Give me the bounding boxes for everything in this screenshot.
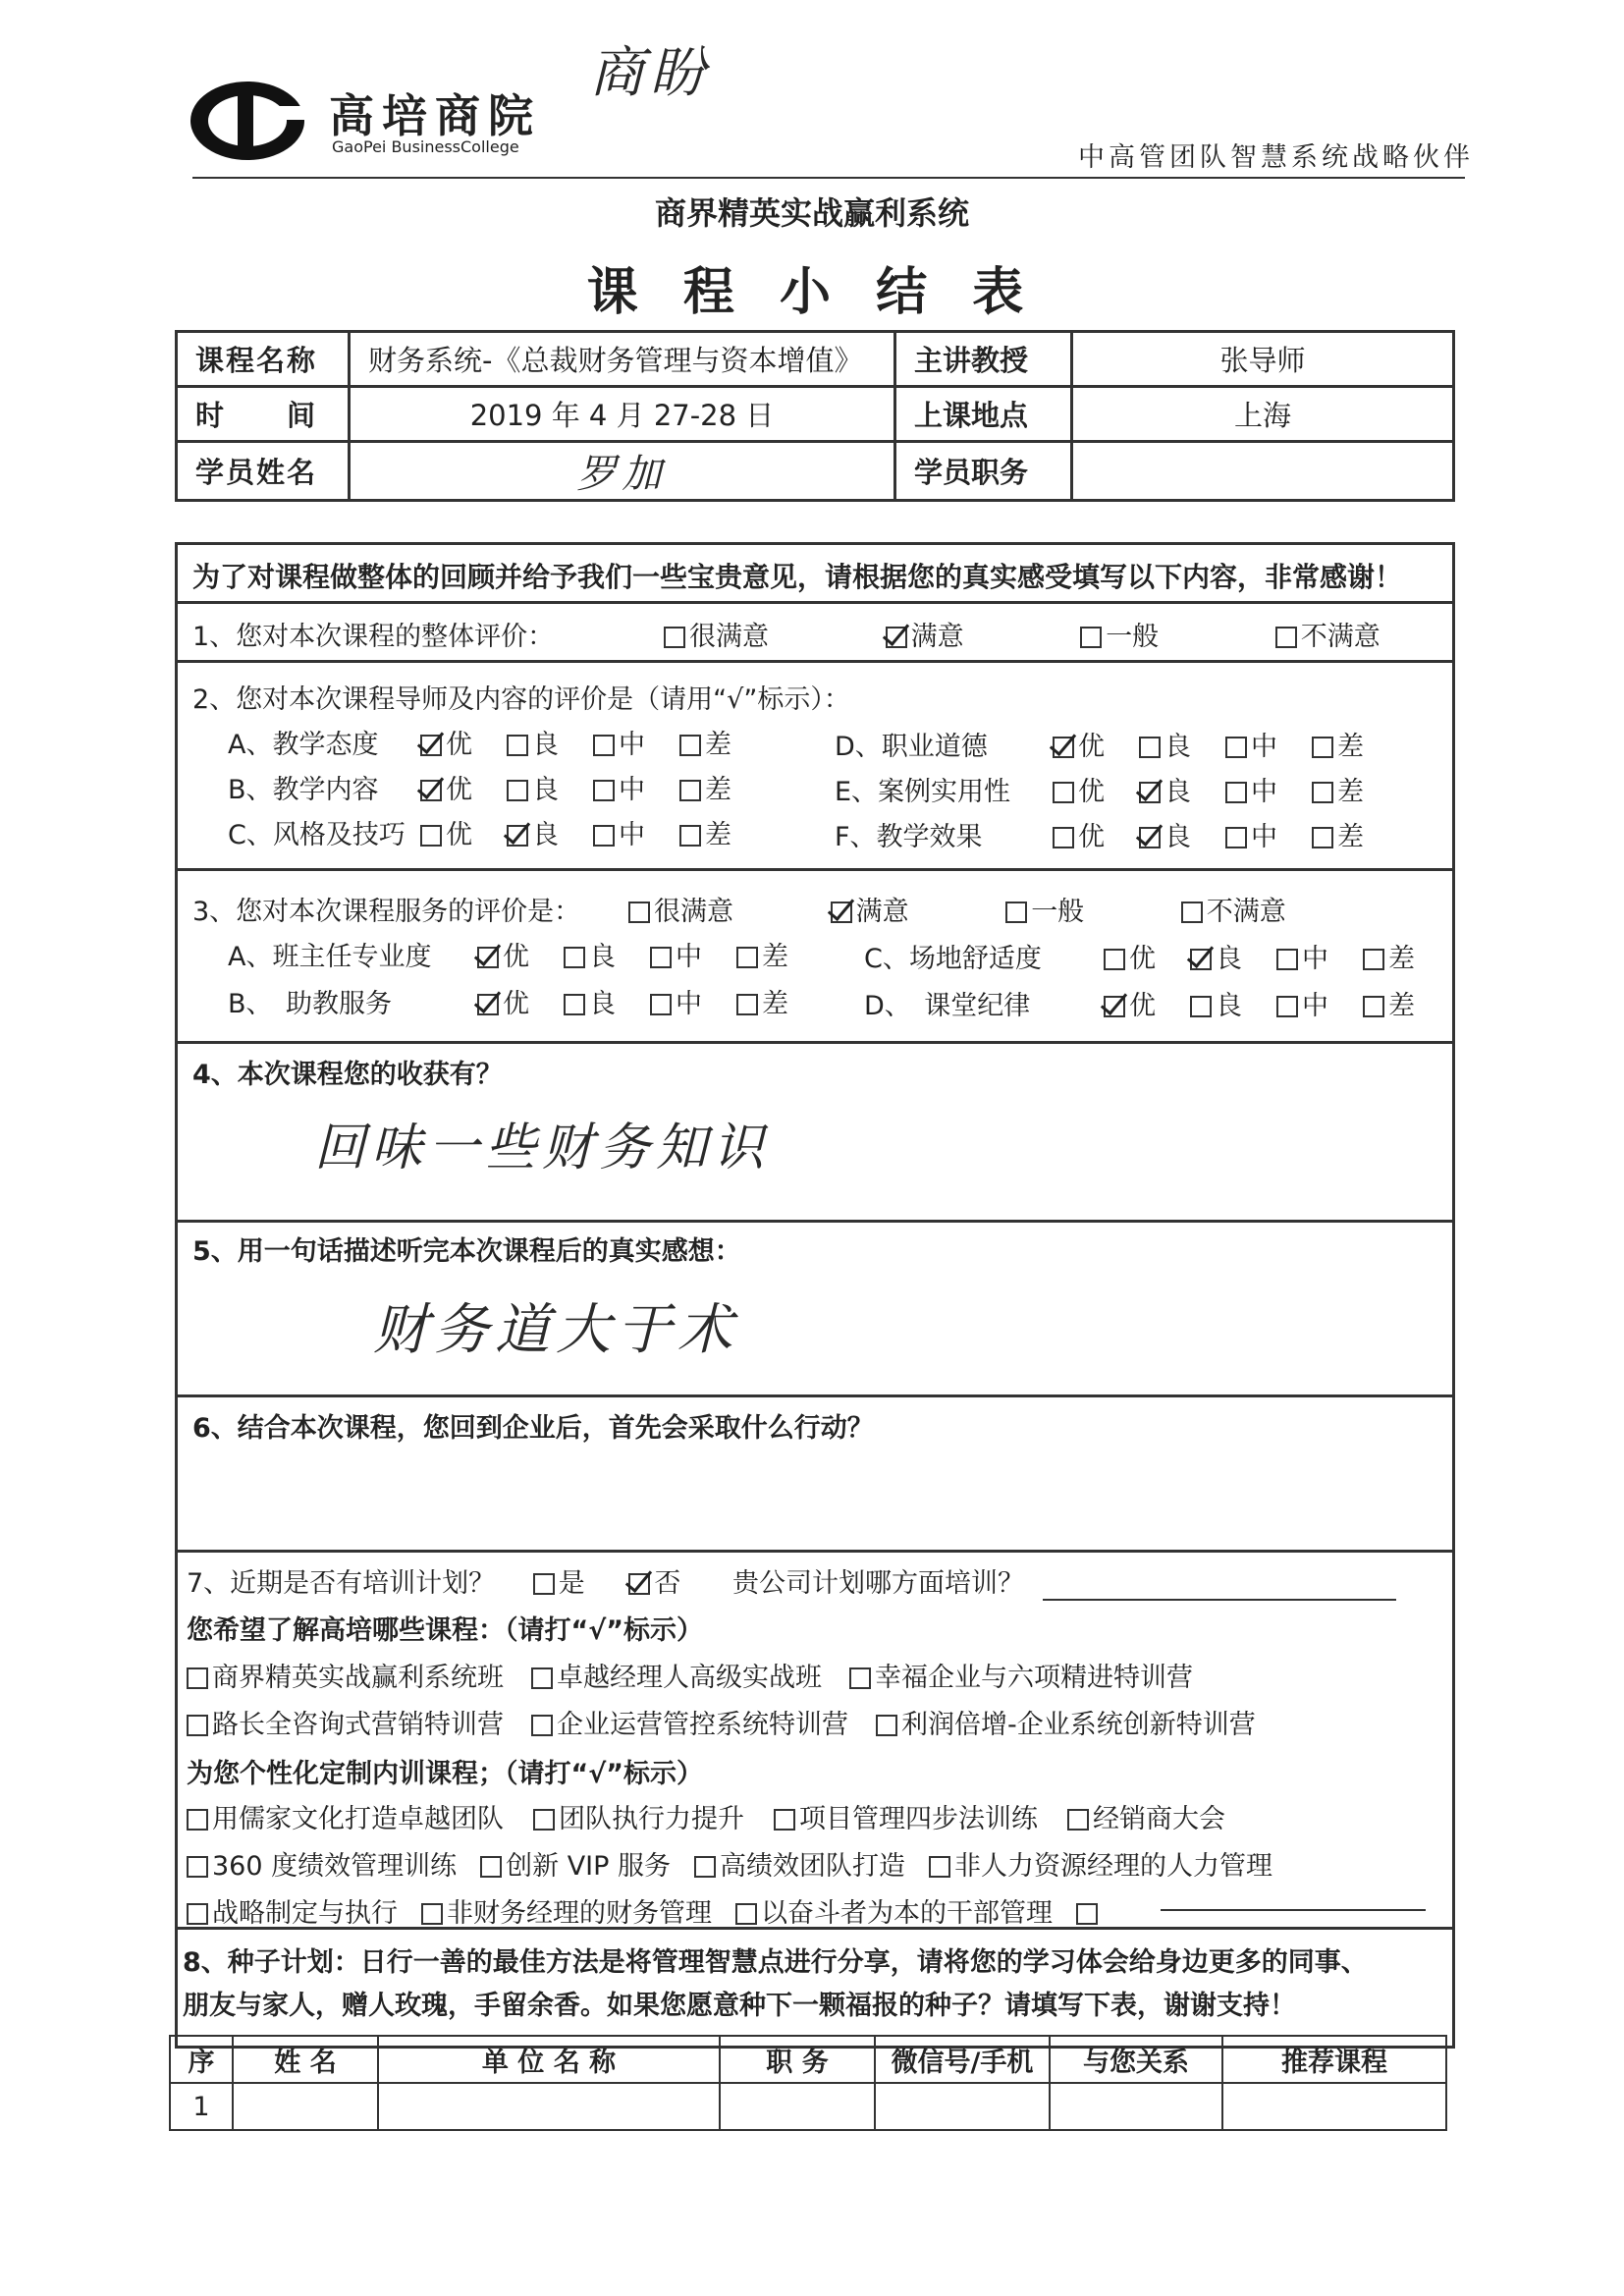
rating-option-中[interactable] xyxy=(650,935,736,973)
course-option[interactable] xyxy=(187,1804,504,1834)
rating-option-中[interactable] xyxy=(1225,725,1312,763)
checkbox[interactable] xyxy=(735,1903,757,1925)
table-header-row xyxy=(170,2036,1446,2083)
rating-label: C、风格及技巧 xyxy=(228,820,406,850)
checkbox[interactable] xyxy=(929,1856,950,1878)
rating-label: B、 助教服务 xyxy=(228,989,393,1019)
rating-option-中[interactable] xyxy=(593,813,679,851)
rating-option-优[interactable] xyxy=(1053,770,1139,808)
checklist-row xyxy=(187,1891,1102,1930)
course-label: 企业运营管控系统特训营 xyxy=(557,1710,848,1740)
divider xyxy=(175,1550,1455,1553)
grade-label: 中 xyxy=(1251,822,1277,852)
q7-company-plan-field[interactable] xyxy=(1043,1568,1396,1601)
checkbox[interactable] xyxy=(533,1573,555,1595)
rating-option-中[interactable] xyxy=(593,723,679,761)
table-cell: 1 xyxy=(170,2083,233,2130)
checkbox[interactable] xyxy=(1053,827,1074,848)
grade-label: 优 xyxy=(503,989,529,1019)
course-option[interactable] xyxy=(533,1804,744,1834)
course-label: 经销商大会 xyxy=(1093,1804,1225,1834)
course-option[interactable] xyxy=(480,1851,671,1882)
q3-question: 3、您对本次课程服务的评价是： xyxy=(192,897,581,927)
rating-row xyxy=(835,725,1398,763)
checkbox[interactable] xyxy=(564,994,585,1015)
checkbox[interactable] xyxy=(679,825,701,847)
course-label: 利润倍增-企业系统创新特训营 xyxy=(901,1710,1256,1740)
course-option[interactable] xyxy=(187,1710,504,1740)
grade-label: 差 xyxy=(705,775,731,805)
grade-label: 良 xyxy=(532,775,559,805)
checkbox[interactable] xyxy=(507,735,528,756)
grade-label: 优 xyxy=(1078,732,1105,762)
checkbox[interactable] xyxy=(564,947,585,968)
divider xyxy=(175,660,1455,663)
checkbox[interactable] xyxy=(679,780,701,801)
logo xyxy=(187,77,324,165)
checkbox[interactable] xyxy=(1005,902,1027,923)
course-label: 用儒家文化打造卓越团队 xyxy=(212,1804,504,1834)
checkbox[interactable] xyxy=(421,1903,443,1925)
course-option[interactable] xyxy=(187,1851,457,1882)
rating-option-差[interactable] xyxy=(679,723,766,761)
grade-label: 优 xyxy=(1078,777,1105,807)
checkbox[interactable] xyxy=(1312,827,1333,848)
rating-label: B、教学内容 xyxy=(228,775,379,805)
checkbox[interactable] xyxy=(593,825,615,847)
course-option[interactable] xyxy=(694,1851,905,1882)
course-option[interactable] xyxy=(774,1804,1038,1834)
table-cell[interactable] xyxy=(1222,2083,1446,2130)
checkbox[interactable] xyxy=(736,947,758,968)
rating-option-差[interactable] xyxy=(1363,937,1449,975)
q4-question: 4、本次课程您的收获有？ xyxy=(192,1060,503,1090)
rating-option-优[interactable] xyxy=(1104,984,1190,1022)
grade-label: 良 xyxy=(1216,991,1242,1021)
rating-label: E、案例实用性 xyxy=(835,777,1011,807)
table-cell[interactable] xyxy=(875,2083,1050,2130)
rating-label: D、 课堂纪律 xyxy=(864,991,1031,1021)
q3-option[interactable]: 很满意 xyxy=(628,890,733,928)
checkbox-checked[interactable] xyxy=(1139,827,1161,848)
course-label: 商界精英实战赢利系统班 xyxy=(212,1663,504,1693)
checkbox[interactable] xyxy=(187,1809,208,1831)
page-title: 课 程 小 结 表 xyxy=(586,263,1038,322)
grade-label: 差 xyxy=(1337,732,1364,762)
student-position-value[interactable] xyxy=(1072,442,1454,501)
checkbox[interactable] xyxy=(1053,782,1074,803)
q7-block xyxy=(187,1561,1396,1601)
checkbox-checked[interactable] xyxy=(477,994,499,1015)
grade-label: 中 xyxy=(1251,732,1277,762)
rating-label: C、场地舒适度 xyxy=(864,944,1042,974)
checkbox[interactable] xyxy=(1139,737,1161,758)
q3-options xyxy=(628,890,1320,928)
grade-label: 差 xyxy=(1337,777,1364,807)
checklist-row xyxy=(187,1797,1255,1835)
q7-no-option[interactable]: 否 xyxy=(628,1568,680,1599)
grade-label: 优 xyxy=(1129,944,1156,974)
checkbox[interactable] xyxy=(187,1715,208,1736)
course-label: 项目管理四步法训练 xyxy=(799,1804,1038,1834)
course-label: 360 度绩效管理训练 xyxy=(212,1851,458,1882)
grade-label: 良 xyxy=(532,730,559,760)
table-row xyxy=(170,2083,1446,2130)
rating-option-优[interactable] xyxy=(477,982,564,1020)
rating-option-差[interactable] xyxy=(679,768,766,806)
rating-option-良[interactable] xyxy=(1190,984,1276,1022)
rating-label: F、教学效果 xyxy=(835,822,983,852)
grade-label: 差 xyxy=(762,989,788,1019)
q3-option[interactable]: 不满意 xyxy=(1181,890,1286,928)
checkbox[interactable] xyxy=(1312,782,1333,803)
grade-label: 中 xyxy=(619,820,645,850)
checkbox[interactable] xyxy=(420,825,442,847)
rating-option-优[interactable] xyxy=(420,813,507,851)
q7-question: 7、近期是否有培训计划？ xyxy=(187,1568,496,1599)
rating-option-差[interactable] xyxy=(1312,815,1398,853)
rating-option-良[interactable] xyxy=(564,982,650,1020)
rating-row xyxy=(228,768,766,806)
checkbox-checked[interactable] xyxy=(1139,782,1161,803)
rating-option-良[interactable] xyxy=(507,723,593,761)
course-option[interactable] xyxy=(421,1898,712,1929)
checkbox[interactable] xyxy=(507,780,528,801)
rating-row xyxy=(864,984,1449,1022)
student-name-value[interactable]: 罗加 xyxy=(350,442,895,501)
q6-question: 6、结合本次课程，您回到企业后，首先会采取什么行动？ xyxy=(192,1413,874,1444)
q5-question: 5、用一句话描述听完本次课程后的真实感想： xyxy=(192,1236,741,1267)
q1-option[interactable]: 很满意 xyxy=(664,615,769,653)
q3-option[interactable]: 一般 xyxy=(1005,890,1084,928)
grade-label: 优 xyxy=(503,942,529,972)
grade-label: 优 xyxy=(446,775,472,805)
time-label: 时 间 xyxy=(177,387,350,442)
checkbox[interactable] xyxy=(628,902,650,923)
rating-row xyxy=(835,770,1398,808)
rating-option-良[interactable] xyxy=(507,813,593,851)
grade-label: 差 xyxy=(762,942,788,972)
rating-row xyxy=(228,982,823,1020)
grade-label: 中 xyxy=(1302,944,1328,974)
checkbox[interactable] xyxy=(1276,949,1298,970)
grade-label: 良 xyxy=(532,820,559,850)
course-option[interactable] xyxy=(187,1663,504,1693)
rating-option-优[interactable] xyxy=(1053,725,1139,763)
checklist-row xyxy=(187,1656,1220,1694)
checkbox-checked[interactable] xyxy=(420,735,442,756)
checkbox[interactable] xyxy=(694,1856,716,1878)
checkbox-checked[interactable] xyxy=(420,780,442,801)
grade-label: 优 xyxy=(1078,822,1105,852)
rating-option-中[interactable] xyxy=(650,982,736,1020)
rating-row xyxy=(228,723,766,761)
course-label: 以奋斗者为本的干部管理 xyxy=(761,1898,1053,1929)
checkbox-checked[interactable] xyxy=(1190,949,1212,970)
course-option[interactable] xyxy=(735,1898,1053,1929)
rating-option-中[interactable] xyxy=(1225,815,1312,853)
course-option[interactable] xyxy=(849,1663,1193,1693)
rating-option-良[interactable] xyxy=(1190,937,1276,975)
grade-label: 中 xyxy=(676,942,702,972)
rating-label: A、教学态度 xyxy=(228,730,379,760)
divider xyxy=(175,1220,1455,1223)
grade-label: 差 xyxy=(1388,944,1415,974)
rating-label: A、班主任专业度 xyxy=(228,942,432,972)
q3-option[interactable]: 满意 xyxy=(831,890,909,928)
rating-row xyxy=(864,937,1449,975)
rating-option-优[interactable] xyxy=(1053,815,1139,853)
course-label: 高绩效团队打造 xyxy=(720,1851,906,1882)
rating-option-良[interactable] xyxy=(1139,725,1225,763)
rating-row xyxy=(835,815,1398,853)
checkbox[interactable] xyxy=(650,947,672,968)
divider xyxy=(175,601,1455,604)
table-cell[interactable] xyxy=(233,2083,378,2130)
course-label: 幸福企业与六项精进特训营 xyxy=(875,1663,1193,1693)
col-header: 职 务 xyxy=(720,2036,875,2083)
grade-label: 中 xyxy=(619,775,645,805)
checkbox[interactable] xyxy=(187,1903,208,1925)
col-header: 与您关系 xyxy=(1050,2036,1222,2083)
grade-label: 差 xyxy=(705,730,731,760)
logo-mark-icon xyxy=(187,77,324,165)
col-header: 序 xyxy=(170,2036,233,2083)
checkbox-checked[interactable] xyxy=(507,825,528,847)
q5-answer[interactable]: 财务道大于术 xyxy=(373,1298,738,1362)
checkbox[interactable] xyxy=(533,1809,555,1831)
q8-line2: 朋友与家人，赠人玫瑰，手留余香。如果您愿意种下一颗福报的种子？请填写下表，谢谢支持！ xyxy=(183,1991,1296,2021)
place-label: 上课地点 xyxy=(895,387,1072,442)
student-position-label: 学员职务 xyxy=(895,442,1072,501)
grade-label: 差 xyxy=(705,820,731,850)
checkbox-checked[interactable] xyxy=(831,902,852,923)
rating-option-优[interactable] xyxy=(420,768,507,806)
grade-label: 中 xyxy=(619,730,645,760)
grade-label: 中 xyxy=(1251,777,1277,807)
checkbox-checked[interactable] xyxy=(1104,996,1125,1017)
table-cell[interactable] xyxy=(378,2083,720,2130)
course-label: 非人力资源经理的人力管理 xyxy=(954,1851,1273,1882)
rating-option-良[interactable] xyxy=(564,935,650,973)
col-header: 单 位 名 称 xyxy=(378,2036,720,2083)
rating-option-差[interactable] xyxy=(1312,725,1398,763)
student-name-label: 学员姓名 xyxy=(177,442,350,501)
course-label: 非财务经理的财务管理 xyxy=(447,1898,712,1929)
logo-text-en: GaoPei BusinessCollege xyxy=(332,137,519,156)
checkbox[interactable] xyxy=(664,627,685,648)
course-label: 团队执行力提升 xyxy=(559,1804,744,1834)
grade-label: 差 xyxy=(1388,991,1415,1021)
rating-option-差[interactable] xyxy=(1312,770,1398,808)
rating-option-中[interactable] xyxy=(1276,937,1363,975)
checklist-row xyxy=(187,1844,1296,1883)
q1-option[interactable]: 满意 xyxy=(886,615,964,653)
grade-label: 优 xyxy=(1129,991,1156,1021)
course-option[interactable] xyxy=(531,1663,822,1693)
teacher-label: 主讲教授 xyxy=(895,332,1072,387)
grade-label: 差 xyxy=(1337,822,1364,852)
checkbox[interactable] xyxy=(1363,996,1384,1017)
page-subtitle: 商界精英实战赢利系统 xyxy=(654,194,969,232)
checkbox-checked[interactable] xyxy=(628,1573,650,1595)
q1-option[interactable]: 一般 xyxy=(1080,615,1159,653)
course-label: 路长全咨询式营销特训营 xyxy=(212,1710,504,1740)
rating-row xyxy=(228,813,766,851)
rating-option-优[interactable] xyxy=(1104,937,1190,975)
checkbox[interactable] xyxy=(876,1715,897,1736)
teacher-value: 张导师 xyxy=(1072,332,1454,387)
q4-answer[interactable]: 回味一些财务知识 xyxy=(314,1119,771,1177)
checklist-row xyxy=(187,1703,1283,1741)
header-rule xyxy=(192,177,1465,179)
checkbox[interactable] xyxy=(1275,627,1297,648)
checkbox[interactable] xyxy=(1225,782,1247,803)
checkbox[interactable] xyxy=(1067,1809,1089,1831)
course-option[interactable] xyxy=(187,1898,398,1929)
grade-label: 优 xyxy=(446,730,472,760)
grade-label: 良 xyxy=(1164,732,1191,762)
checkbox[interactable] xyxy=(849,1667,871,1689)
rating-option-中[interactable] xyxy=(1225,770,1312,808)
table-cell[interactable] xyxy=(1050,2083,1222,2130)
checkbox-checked[interactable] xyxy=(886,627,907,648)
q1-option[interactable]: 不满意 xyxy=(1275,615,1380,653)
q1-options xyxy=(664,615,1414,653)
course-option[interactable] xyxy=(876,1710,1256,1740)
handwritten-note: 商盼 xyxy=(589,41,711,105)
rating-option-中[interactable] xyxy=(593,768,679,806)
rating-option-良[interactable] xyxy=(1139,770,1225,808)
course-option[interactable] xyxy=(531,1710,848,1740)
time-value: 2019 年 4 月 27-28 日 xyxy=(350,387,895,442)
course-option[interactable] xyxy=(1067,1804,1225,1834)
course-label: 创新 VIP 服务 xyxy=(506,1851,672,1882)
checkbox[interactable] xyxy=(187,1856,208,1878)
rating-option-差[interactable] xyxy=(679,813,766,851)
rating-option-优[interactable] xyxy=(477,935,564,973)
checkbox[interactable] xyxy=(531,1715,553,1736)
checkbox[interactable] xyxy=(1181,902,1203,923)
rating-option-良[interactable] xyxy=(507,768,593,806)
checkbox[interactable] xyxy=(1080,627,1102,648)
rating-option-优[interactable] xyxy=(420,723,507,761)
grade-label: 良 xyxy=(1216,944,1242,974)
checkbox[interactable] xyxy=(1276,996,1298,1017)
other-course-field[interactable] xyxy=(1161,1909,1426,1911)
checkbox[interactable] xyxy=(1312,737,1333,758)
logo-text-cn: 高培商院 xyxy=(329,89,541,142)
checkbox[interactable] xyxy=(593,780,615,801)
grade-label: 良 xyxy=(1164,777,1191,807)
checkbox[interactable] xyxy=(1225,737,1247,758)
course-name-label: 课程名称 xyxy=(177,332,350,387)
checkbox[interactable] xyxy=(480,1856,502,1878)
divider xyxy=(175,868,1455,871)
course-option[interactable] xyxy=(929,1851,1272,1882)
checkbox[interactable] xyxy=(1190,996,1212,1017)
course-info-table xyxy=(175,330,1455,502)
tagline: 中高管团队智慧系统战略伙伴 xyxy=(1078,142,1474,173)
seed-plan-table xyxy=(169,2035,1447,2131)
checkbox[interactable] xyxy=(774,1809,795,1831)
checkbox[interactable] xyxy=(679,735,701,756)
grade-label: 中 xyxy=(1302,991,1328,1021)
rating-option-差[interactable] xyxy=(736,982,823,1020)
intro-text: 为了对课程做整体的回顾并给予我们一些宝贵意见，请根据您的真实感受填写以下内容，非常感谢！ xyxy=(192,561,1403,593)
q7-company-plan-label: 贵公司计划哪方面培训？ xyxy=(731,1568,1024,1599)
checkbox[interactable] xyxy=(187,1667,208,1689)
checkbox[interactable] xyxy=(1225,827,1247,848)
course-name-value: 财务系统-《总裁财务管理与资本增值》 xyxy=(350,332,895,387)
place-value: 上海 xyxy=(1072,387,1454,442)
q8-line1: 8、种子计划：日行一善的最佳方法是将管理智慧点进行分享，请将您的学习体会给身边更多的同事、 xyxy=(183,1947,1368,1978)
rating-option-差[interactable] xyxy=(1363,984,1449,1022)
rating-option-中[interactable] xyxy=(1276,984,1363,1022)
checkbox[interactable] xyxy=(1363,949,1384,970)
col-header: 推荐课程 xyxy=(1222,2036,1446,2083)
checkbox[interactable] xyxy=(1104,949,1125,970)
q7-custom-heading: 为您个性化定制内训课程；（请打“√”标示） xyxy=(187,1759,703,1789)
grade-label: 良 xyxy=(589,942,616,972)
rating-option-良[interactable] xyxy=(1139,815,1225,853)
rating-row xyxy=(228,935,823,973)
checkbox-checked[interactable] xyxy=(477,947,499,968)
checkbox[interactable] xyxy=(593,735,615,756)
checkbox[interactable] xyxy=(531,1667,553,1689)
checkbox-checked[interactable] xyxy=(1053,737,1074,758)
course-label: 战略制定与执行 xyxy=(212,1898,398,1929)
grade-label: 优 xyxy=(446,820,472,850)
q7-wish-heading: 您希望了解高培哪些课程：（请打“√”标示） xyxy=(187,1615,703,1646)
checkbox[interactable] xyxy=(1076,1903,1098,1925)
divider xyxy=(175,1394,1455,1397)
divider xyxy=(175,1041,1455,1044)
table-cell[interactable] xyxy=(720,2083,875,2130)
q7-yes-option[interactable]: 是 xyxy=(533,1568,585,1599)
q1-question: 1、您对本次课程的整体评价： xyxy=(192,622,555,652)
checkbox[interactable] xyxy=(650,994,672,1015)
grade-label: 良 xyxy=(589,989,616,1019)
col-header: 姓 名 xyxy=(233,2036,378,2083)
course-label: 卓越经理人高级实战班 xyxy=(557,1663,822,1693)
checkbox[interactable] xyxy=(736,994,758,1015)
rating-label: D、职业道德 xyxy=(835,732,988,762)
rating-option-差[interactable] xyxy=(736,935,823,973)
grade-label: 良 xyxy=(1164,822,1191,852)
grade-label: 中 xyxy=(676,989,702,1019)
q2-question: 2、您对本次课程导师及内容的评价是（请用“√”标示）： xyxy=(192,684,850,715)
col-header: 微信号/手机 xyxy=(875,2036,1050,2083)
